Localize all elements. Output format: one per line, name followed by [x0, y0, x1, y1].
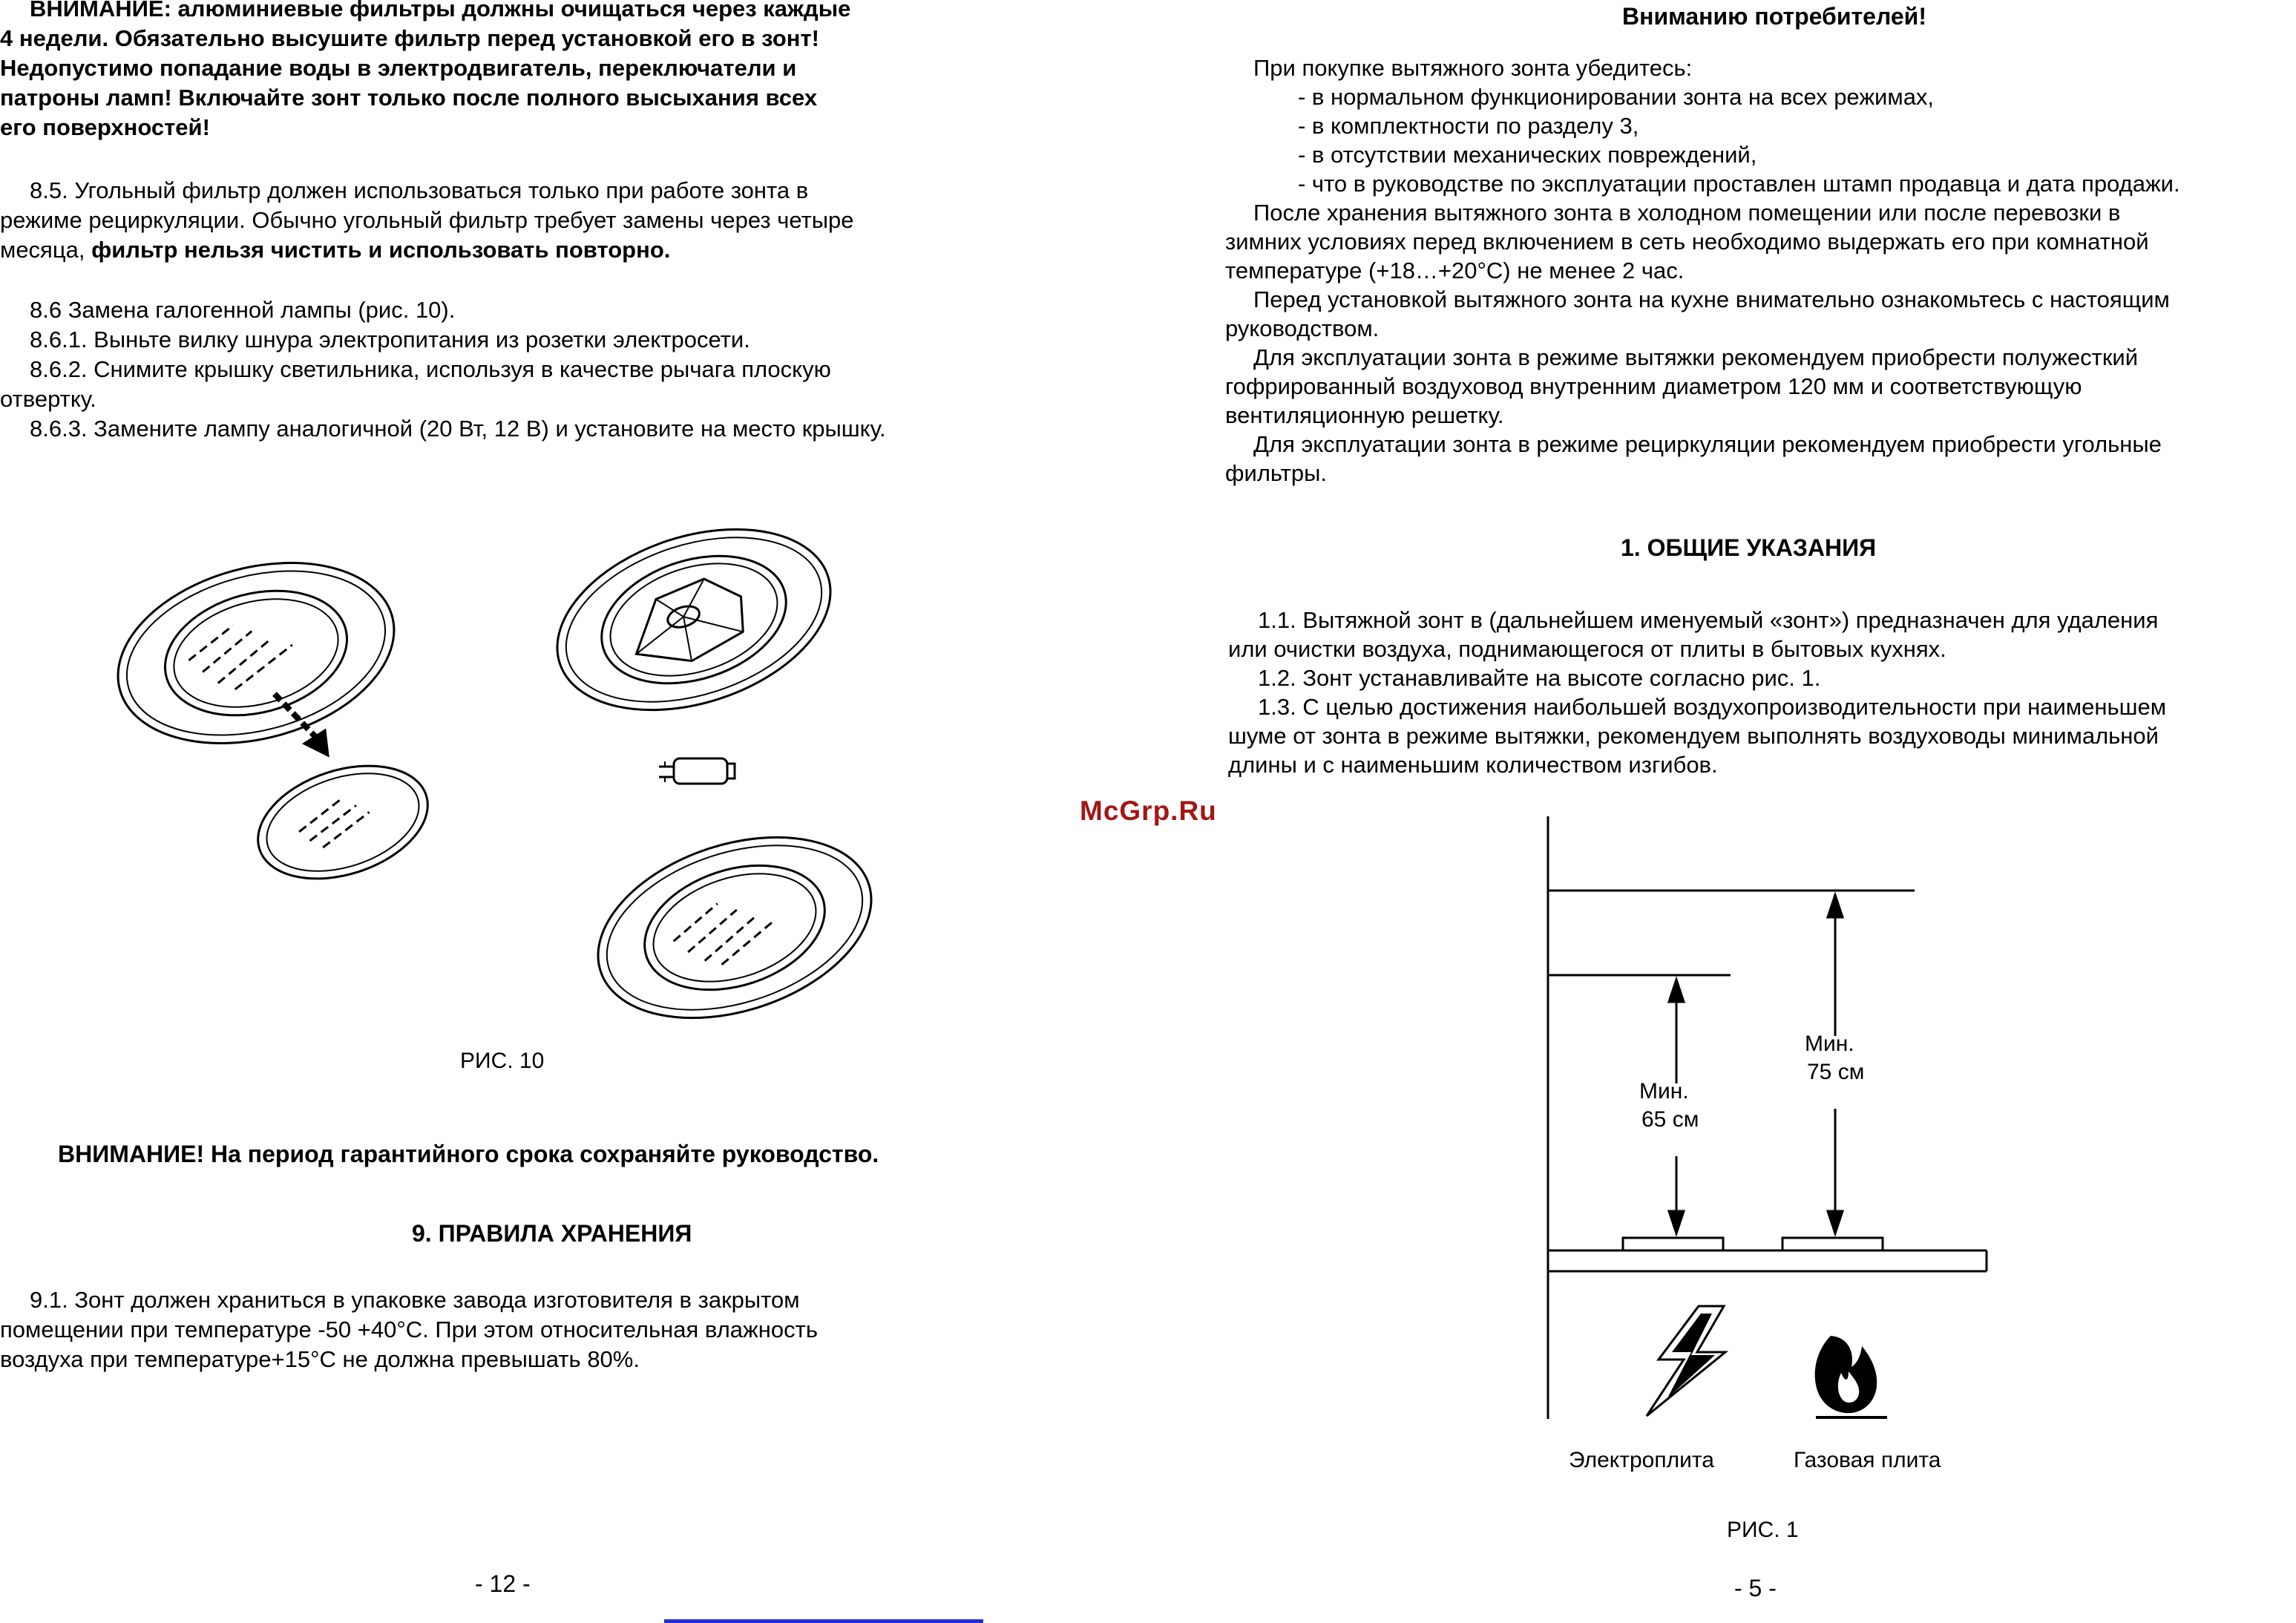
paragraph-line: отвертку.: [0, 386, 96, 412]
open-lamp-fixture: [534, 497, 854, 742]
paragraph-line: 1.1. Вытяжной зонт в (дальнейшем именуемый «зонт») предназначен для удаления: [1258, 607, 2159, 633]
warning-line: 4 недели. Обязательно высушите фильтр перед установкой его в зонт!: [0, 25, 819, 51]
filter-no-clean-note: фильтр нельзя чистить и использовать повторно.: [85, 237, 671, 263]
paragraph-line: руководством.: [1225, 315, 1380, 341]
consumer-notice-title: Вниманию потребителей!: [1622, 3, 1926, 30]
paragraph-line: фильтры.: [1225, 460, 1327, 486]
section-1-text: [1228, 606, 2166, 779]
warning-line: патроны ламп! Включайте зонт только после полного высыхания всех: [0, 85, 818, 111]
gas-stove-label: Газовая плита: [1794, 1448, 1941, 1472]
checklist-item: - что в руководстве по эксплуатации проставлен штамп продавца и дата продажи.: [1298, 171, 2180, 197]
halogen-bulb-icon: [659, 758, 735, 784]
paragraph-line: Для эксплуатации зонта в режиме вытяжки рекомендуем приобрести полужесткий: [1253, 344, 2139, 370]
warning-line: ВНИМАНИЕ: алюминиевые фильтры должны очищаться через каждые: [30, 0, 851, 22]
checklist-item: - в отсутствии механических повреждений,: [1298, 142, 1757, 168]
paragraph-line: зимних условиях перед включением в сеть необходимо выдержать его при комнатной: [1225, 229, 2149, 255]
paragraph-line: 8.6 Замена галогенной лампы (рис. 10).: [30, 297, 456, 323]
paragraph-text: месяца,: [0, 237, 85, 263]
paragraph-line: температуре (+18…+20°С) не менее 2 час.: [1225, 258, 1685, 283]
flame-icon: [1815, 1336, 1887, 1417]
warning-line: его поверхностей!: [0, 114, 210, 140]
section-8-6: [0, 295, 886, 444]
warranty-warning: ВНИМАНИЕ! На период гарантийного срока сохраняйте руководство.: [58, 1141, 879, 1167]
paragraph-line: помещении при температуре -50 +40°С. При этом относительная влажность: [0, 1317, 818, 1342]
reassembled-lamp-fixture: [575, 805, 895, 1050]
paragraph-line: 8.6.1. Выньте вилку шнура электропитания из розетки электросети.: [30, 327, 750, 353]
consumer-notice: [1225, 53, 2180, 488]
aluminum-filter-warning: [0, 0, 850, 142]
paragraph-line: воздуха при температуре+15°С не должна превышать 80%.: [0, 1346, 640, 1372]
paragraph-line: Перед установкой вытяжного зонта на кухне внимательно ознакомьтесь с настоящим: [1253, 286, 2170, 312]
section-1-title: 1. ОБЩИЕ УКАЗАНИЯ: [1621, 534, 1877, 561]
section-9-title: 9. ПРАВИЛА ХРАНЕНИЯ: [412, 1220, 692, 1247]
detached-cover: [243, 746, 442, 899]
min-65-label: [1639, 1078, 1699, 1134]
electric-stove-label: Электроплита: [1569, 1448, 1714, 1472]
paragraph-line: 1.2. Зонт устанавливайте на высоте согласно рис. 1.: [1258, 665, 1821, 691]
section-9-1: [0, 1285, 818, 1374]
paragraph-line: гофрированный воздуховод внутренним диаметром 120 мм и соответствующую: [1225, 373, 2082, 399]
section-8-5: [0, 176, 854, 265]
paragraph-line: После хранения вытяжного зонта в холодном помещении или после перевозки в: [1253, 200, 2121, 226]
min-65-value: 65 см: [1641, 1107, 1699, 1132]
electric-hob-plate: [1623, 1238, 1723, 1250]
page-number-left: - 12 -: [475, 1570, 531, 1597]
figure-10-caption: РИС. 10: [460, 1049, 545, 1073]
warning-line: Недопустимо попадание воды в электродвигатель, переключатели и: [0, 55, 797, 81]
paragraph-line: шуме от зонта в режиме вытяжки, рекомендуем выполнять воздуховоды минимальной: [1228, 723, 2159, 749]
figure-1-caption: РИС. 1: [1727, 1518, 1799, 1542]
min-75-value: 75 см: [1807, 1060, 1865, 1084]
lightning-icon: [1647, 1306, 1725, 1416]
watermark: McGrp.Ru: [1080, 796, 1217, 826]
figure-10-illustration: [0, 549, 1113, 1009]
page-number-right: - 5 -: [1734, 1575, 1777, 1601]
lamp-fixture-with-cover: [98, 534, 415, 773]
paragraph-line: длины и с наименьшим количеством изгибов.: [1228, 752, 1718, 778]
paragraph-line: При покупке вытяжного зонта убедитесь:: [1253, 55, 1693, 81]
paragraph-line: 8.6.2. Снимите крышку светильника, используя в качестве рычага плоскую: [30, 356, 831, 382]
paragraph-line: 1.3. С целью достижения наибольшей воздухопроизводительности при наименьшем: [1258, 694, 2167, 720]
paragraph-line: или очистки воздуха, поднимающегося от плиты в бытовых кухнях.: [1228, 636, 1946, 662]
paragraph-line: [0, 235, 854, 265]
min-75-label: [1805, 1030, 1864, 1086]
min-75-title: Мин.: [1805, 1032, 1854, 1056]
paragraph-line: 8.6.3. Замените лампу аналогичной (20 Вт, 12 В) и установите на место крышку.: [30, 416, 886, 442]
paragraph-line: вентиляционную решетку.: [1225, 402, 1504, 428]
paragraph-line: 9.1. Зонт должен храниться в упаковке завода изготовителя в закрытом: [30, 1287, 800, 1313]
checklist-item: - в нормальном функционировании зонта на всех режимах,: [1298, 84, 1935, 110]
min-65-title: Мин.: [1639, 1079, 1689, 1104]
paragraph-line: режиме рециркуляции. Обычно угольный фильтр требует замены через четыре: [0, 207, 854, 233]
link-bar[interactable]: [664, 1619, 983, 1623]
paragraph-line: Для эксплуатации зонта в режиме рециркуляции рекомендуем приобрести угольные: [1253, 431, 2162, 457]
right-page: [1148, 0, 2296, 1623]
gas-hob-plate: [1782, 1238, 1883, 1250]
paragraph-line: 8.5. Угольный фильтр должен использоваться только при работе зонта в: [30, 177, 809, 203]
checklist-item: - в комплектности по разделу 3,: [1298, 113, 1639, 139]
